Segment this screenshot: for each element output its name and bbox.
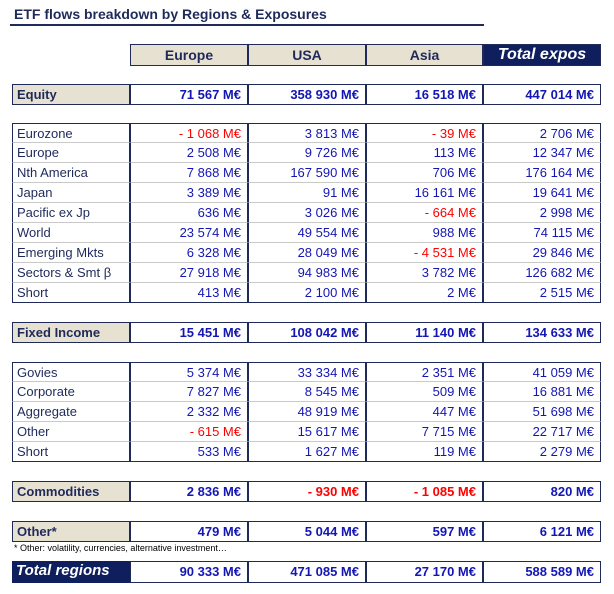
row-label: Emerging Mkts	[12, 243, 130, 263]
row-value: 2 351 M€	[366, 362, 483, 382]
row-value: - 1 068 M€	[130, 123, 248, 143]
section-value: 134 633 M€	[483, 322, 601, 343]
row-value: 5 374 M€	[130, 362, 248, 382]
column-header: USA	[248, 44, 366, 66]
section-value: 15 451 M€	[130, 322, 248, 343]
section-value: 11 140 M€	[366, 322, 483, 343]
section-value: 2 836 M€	[130, 481, 248, 502]
row-value: 509 M€	[366, 382, 483, 402]
row-value: 28 049 M€	[248, 243, 366, 263]
total-value: 588 589 M€	[483, 561, 601, 583]
row-value: 3 389 M€	[130, 183, 248, 203]
section-label: Equity	[12, 84, 130, 105]
row-label: World	[12, 223, 130, 243]
row-value: - 4 531 M€	[366, 243, 483, 263]
row-label: Aggregate	[12, 402, 130, 422]
row-value: 119 M€	[366, 442, 483, 462]
total-value: 471 085 M€	[248, 561, 366, 583]
row-value: 2 332 M€	[130, 402, 248, 422]
row-value: 2 706 M€	[483, 123, 601, 143]
row-value: 7 868 M€	[130, 163, 248, 183]
row-value: 3 813 M€	[248, 123, 366, 143]
total-label: Total regions	[12, 561, 130, 583]
row-label: Corporate	[12, 382, 130, 402]
row-value: 48 919 M€	[248, 402, 366, 422]
footnote: * Other: volatility, currencies, alternative investment…	[14, 543, 227, 553]
row-value: 3 782 M€	[366, 263, 483, 283]
row-value: - 39 M€	[366, 123, 483, 143]
row-value: - 615 M€	[130, 422, 248, 442]
section-value: 71 567 M€	[130, 84, 248, 105]
row-value: 447 M€	[366, 402, 483, 422]
row-value: 2 M€	[366, 283, 483, 303]
row-value: 51 698 M€	[483, 402, 601, 422]
row-value: 2 515 M€	[483, 283, 601, 303]
row-value: 8 545 M€	[248, 382, 366, 402]
row-value: 22 717 M€	[483, 422, 601, 442]
section-label: Fixed Income	[12, 322, 130, 343]
row-value: 19 641 M€	[483, 183, 601, 203]
row-value: 113 M€	[366, 143, 483, 163]
page-title: ETF flows breakdown by Regions & Exposures	[14, 6, 327, 22]
section-value: 16 518 M€	[366, 84, 483, 105]
total-value: 27 170 M€	[366, 561, 483, 583]
row-label: Eurozone	[12, 123, 130, 143]
row-label: Short	[12, 283, 130, 303]
section-value: 358 930 M€	[248, 84, 366, 105]
row-value: 15 617 M€	[248, 422, 366, 442]
row-value: 16 161 M€	[366, 183, 483, 203]
section-value: 597 M€	[366, 521, 483, 542]
row-value: 2 279 M€	[483, 442, 601, 462]
row-value: 706 M€	[366, 163, 483, 183]
title-underline	[10, 24, 484, 26]
row-value: 7 827 M€	[130, 382, 248, 402]
row-value: 636 M€	[130, 203, 248, 223]
column-header: Asia	[366, 44, 483, 66]
section-value: 820 M€	[483, 481, 601, 502]
row-value: 16 881 M€	[483, 382, 601, 402]
section-value: - 930 M€	[248, 481, 366, 502]
row-label: Other	[12, 422, 130, 442]
row-label: Nth America	[12, 163, 130, 183]
row-value: - 664 M€	[366, 203, 483, 223]
column-header: Europe	[130, 44, 248, 66]
row-value: 33 334 M€	[248, 362, 366, 382]
section-value: 479 M€	[130, 521, 248, 542]
row-value: 167 590 M€	[248, 163, 366, 183]
section-label: Other*	[12, 521, 130, 542]
row-label: Govies	[12, 362, 130, 382]
row-label: Short	[12, 442, 130, 462]
row-label: Japan	[12, 183, 130, 203]
section-value: 5 044 M€	[248, 521, 366, 542]
row-value: 988 M€	[366, 223, 483, 243]
section-value: 108 042 M€	[248, 322, 366, 343]
row-value: 176 164 M€	[483, 163, 601, 183]
section-value: 447 014 M€	[483, 84, 601, 105]
total-value: 90 333 M€	[130, 561, 248, 583]
row-value: 2 998 M€	[483, 203, 601, 223]
row-value: 9 726 M€	[248, 143, 366, 163]
row-value: 2 100 M€	[248, 283, 366, 303]
row-value: 41 059 M€	[483, 362, 601, 382]
column-header: Total expos	[483, 44, 601, 66]
row-label: Pacific ex Jp	[12, 203, 130, 223]
row-value: 94 983 M€	[248, 263, 366, 283]
section-label: Commodities	[12, 481, 130, 502]
section-value: 6 121 M€	[483, 521, 601, 542]
row-value: 12 347 M€	[483, 143, 601, 163]
section-value: - 1 085 M€	[366, 481, 483, 502]
row-value: 3 026 M€	[248, 203, 366, 223]
row-value: 7 715 M€	[366, 422, 483, 442]
row-label: Sectors & Smt β	[12, 263, 130, 283]
row-value: 74 115 M€	[483, 223, 601, 243]
row-value: 533 M€	[130, 442, 248, 462]
row-value: 49 554 M€	[248, 223, 366, 243]
row-value: 413 M€	[130, 283, 248, 303]
row-value: 29 846 M€	[483, 243, 601, 263]
row-value: 27 918 M€	[130, 263, 248, 283]
row-value: 6 328 M€	[130, 243, 248, 263]
row-label: Europe	[12, 143, 130, 163]
row-value: 2 508 M€	[130, 143, 248, 163]
row-value: 91 M€	[248, 183, 366, 203]
row-value: 23 574 M€	[130, 223, 248, 243]
row-value: 126 682 M€	[483, 263, 601, 283]
row-value: 1 627 M€	[248, 442, 366, 462]
